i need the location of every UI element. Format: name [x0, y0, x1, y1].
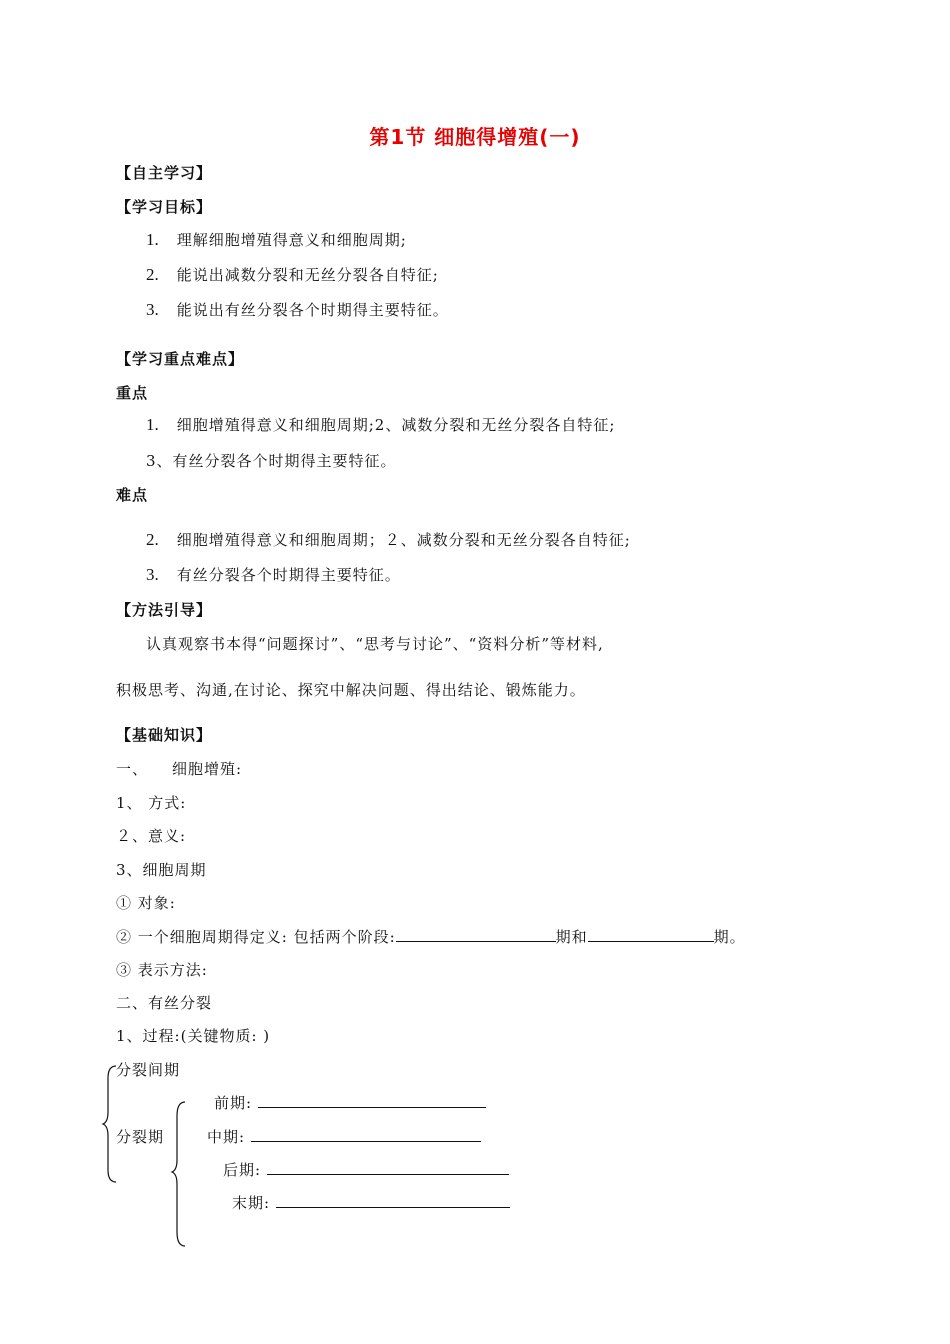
answer-blank[interactable]: [588, 927, 714, 942]
goal-item: 3. 能说出有丝分裂各个时期得主要特征。: [146, 300, 449, 319]
basics-line: 1、过程:(关键物质: ): [116, 1027, 271, 1045]
key-item: 3、有丝分裂各个时期得主要特征。: [146, 452, 397, 470]
goal-item: 2. 能说出减数分裂和无丝分裂各自特征;: [146, 265, 439, 284]
key-label: 重点: [116, 384, 149, 402]
answer-blank[interactable]: [276, 1193, 510, 1208]
method-text: 积极思考、沟通,在讨论、探究中解决问题、得出结论、锻炼能力。: [116, 681, 586, 699]
key-difficult-heading: 【学习重点难点】: [116, 350, 245, 368]
basics-line: ① 对象:: [116, 894, 176, 912]
basics-line: 3、细胞周期: [116, 861, 207, 879]
section-heading: 一、 细胞增殖:: [116, 760, 243, 778]
answer-blank[interactable]: [251, 1127, 481, 1142]
inner-brace: [171, 1100, 191, 1250]
difficult-label: 难点: [116, 486, 149, 504]
basics-heading: 【基础知识】: [116, 726, 213, 744]
basics-line: 1、 方式:: [116, 794, 187, 812]
outer-brace: [102, 1064, 122, 1186]
goals-heading: 【学习目标】: [116, 198, 213, 216]
phase-row: 中期:: [207, 1127, 481, 1147]
goal-item: 1. 理解细胞增殖得意义和细胞周期;: [146, 230, 407, 249]
self-study-heading: 【自主学习】: [116, 164, 213, 182]
difficult-item: 2. 细胞增殖得意义和细胞周期；２、减数分裂和无丝分裂各自特征;: [146, 530, 631, 549]
answer-blank[interactable]: [396, 927, 556, 942]
key-item: 1. 细胞增殖得意义和细胞周期;2、减数分裂和无丝分裂各自特征;: [146, 415, 616, 434]
interphase-label: 分裂间期: [116, 1061, 181, 1079]
mitosis-label: 分裂期: [116, 1128, 165, 1146]
phase-row: 前期:: [214, 1093, 486, 1113]
answer-blank[interactable]: [258, 1093, 486, 1108]
cycle-definition: ② 一个细胞周期得定义: 包括两个阶段: 期和 期。: [116, 928, 746, 946]
phase-row: 后期:: [223, 1160, 509, 1180]
basics-line: ③ 表示方法:: [116, 961, 208, 979]
answer-blank[interactable]: [267, 1160, 509, 1175]
method-heading: 【方法引导】: [116, 601, 213, 619]
method-text: 认真观察书本得“问题探讨”、“思考与讨论”、“资料分析”等材料,: [146, 635, 604, 653]
basics-line: ２、意义:: [116, 827, 187, 845]
section-heading: 二、有丝分裂: [116, 994, 213, 1012]
phase-row: 末期:: [232, 1193, 510, 1213]
difficult-item: 3. 有丝分裂各个时期得主要特征。: [146, 565, 401, 584]
page-title: 第1节 细胞得增殖(一): [369, 125, 581, 149]
